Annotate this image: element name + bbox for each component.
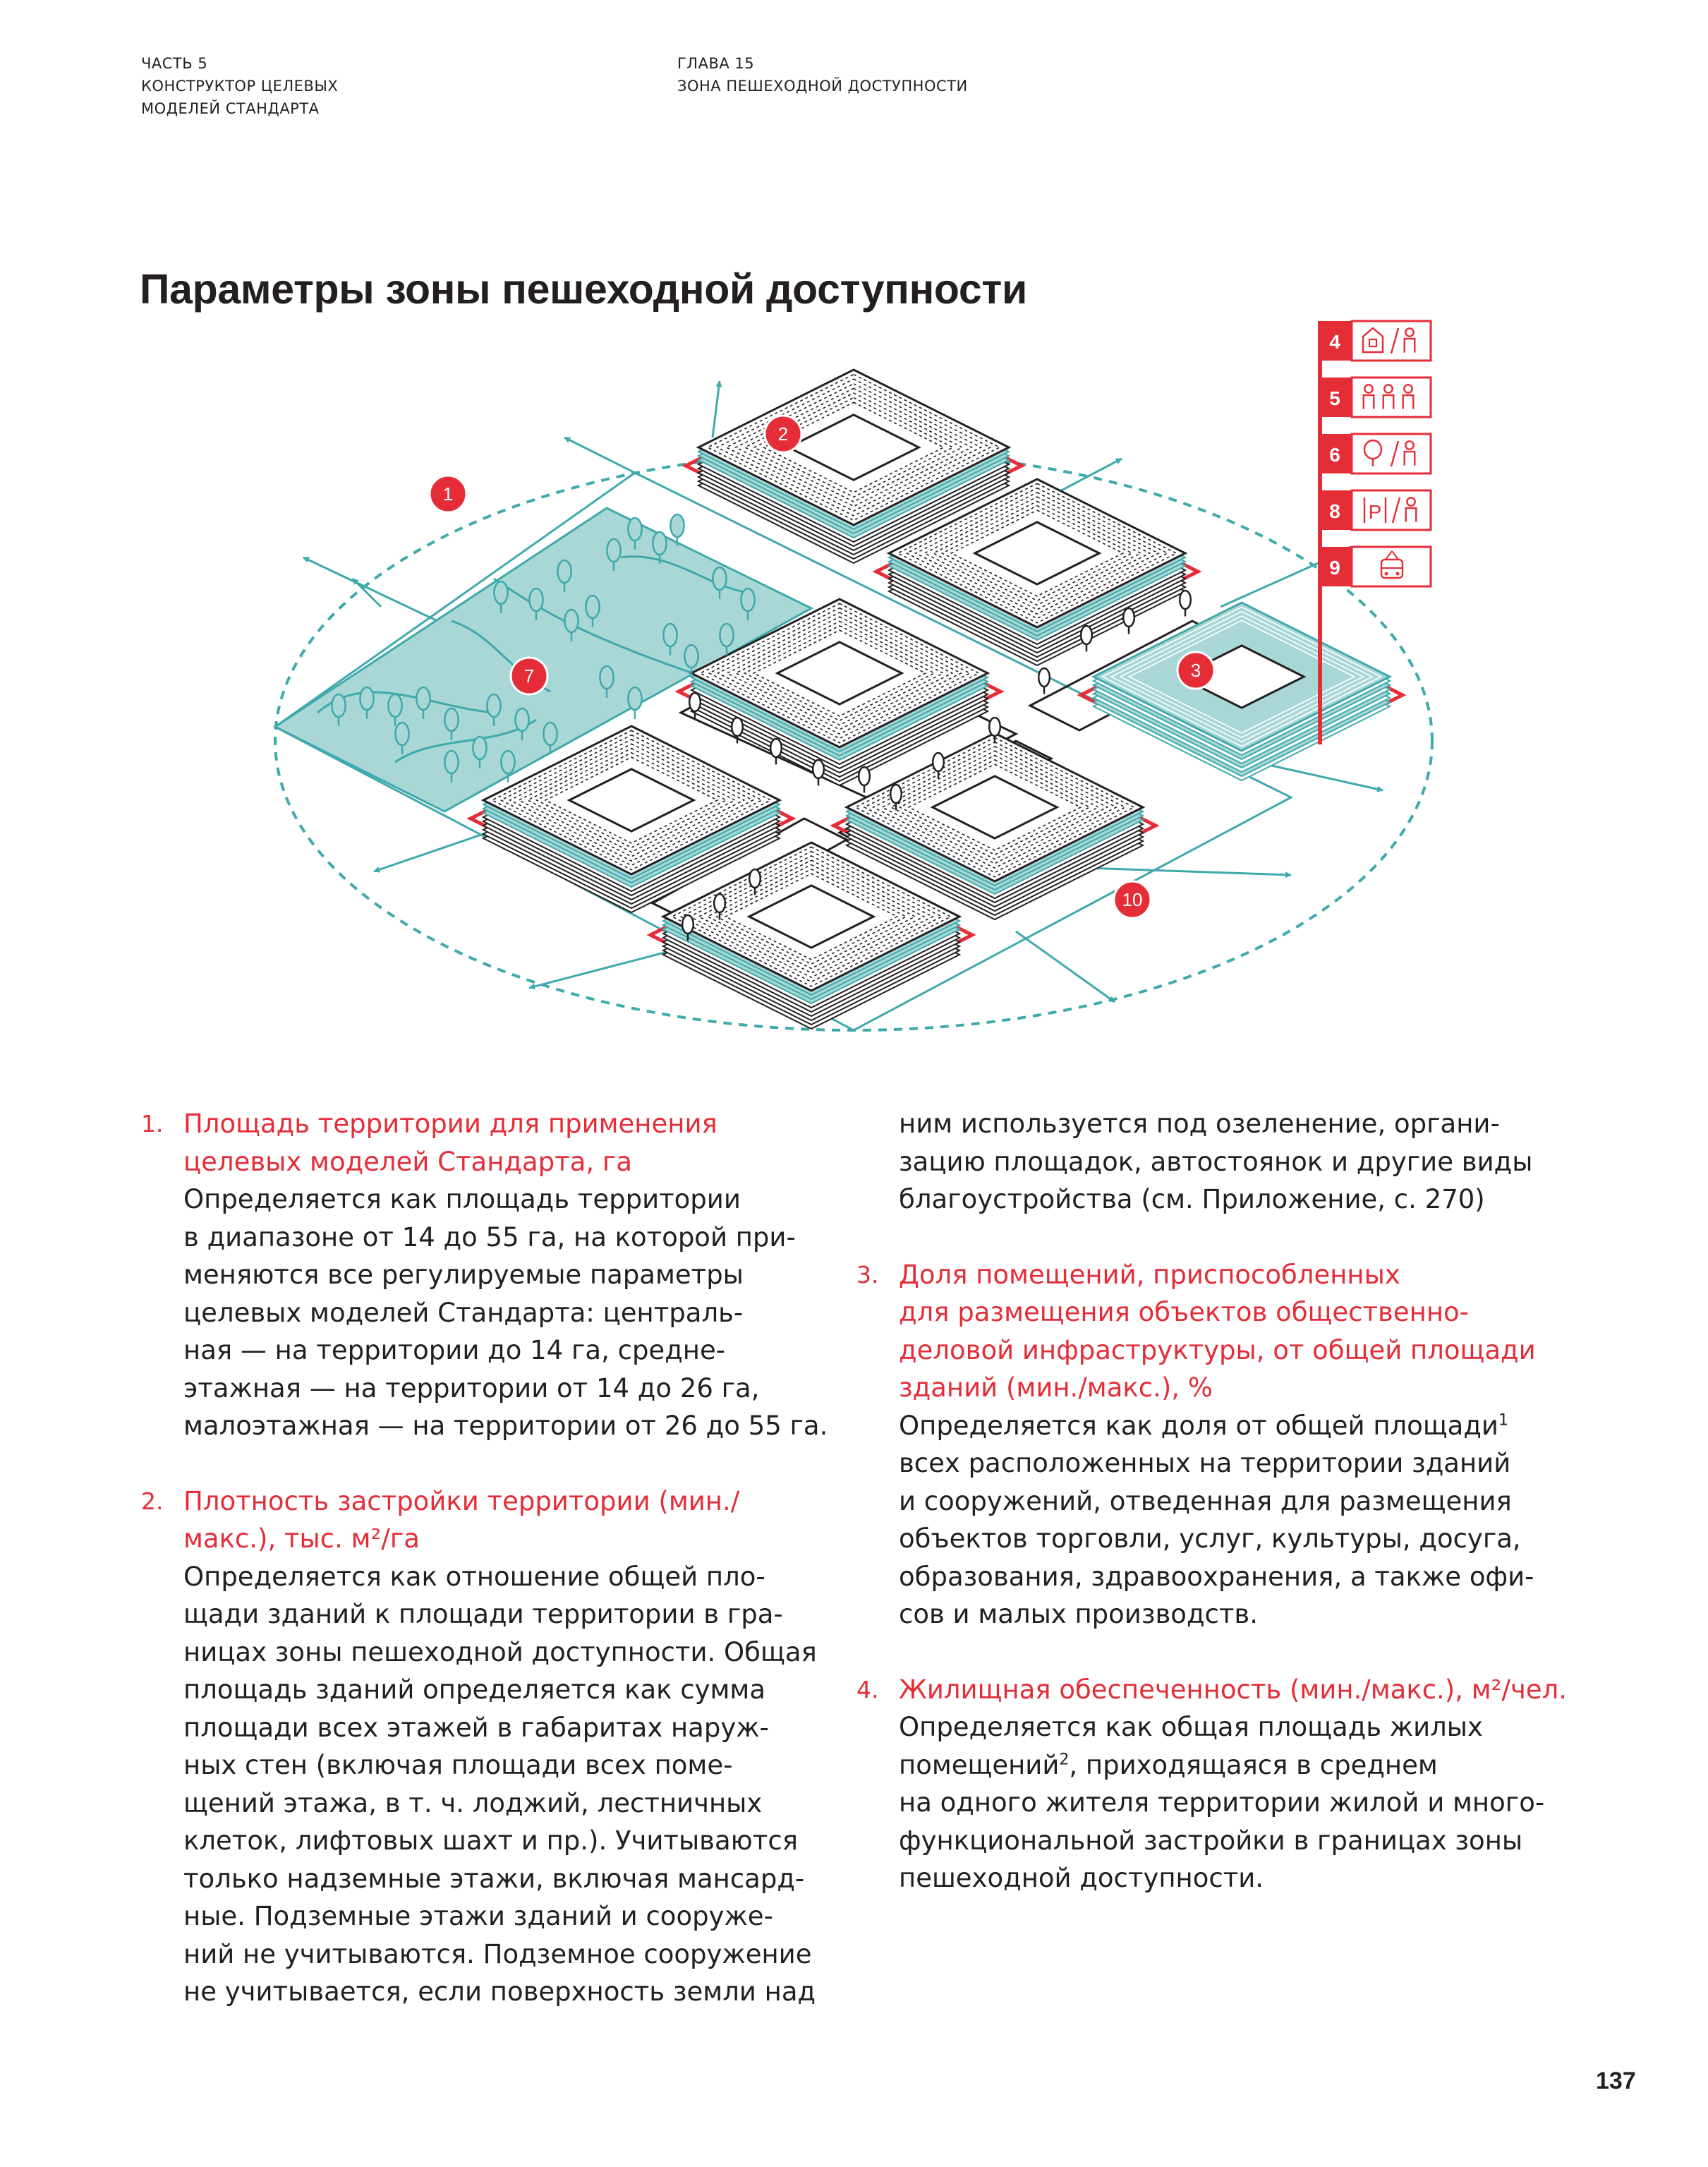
body-line: сов и малых производств. <box>899 1599 1258 1629</box>
zone-arrow <box>564 437 635 473</box>
marker-label: 10 <box>1122 889 1143 910</box>
legend-row-4 <box>1318 321 1431 361</box>
param-item-1 <box>141 1105 832 1445</box>
running-head-line: ГЛАВА 15 <box>677 55 755 72</box>
item-title <box>899 1671 1618 1709</box>
title-line: Доля помещений, приспособленных <box>899 1259 1400 1290</box>
body-line: меняются все регулируемые параметры <box>183 1260 744 1290</box>
marker-label: 1 <box>442 483 454 505</box>
title-line: Плотность застройки территории (мин./ <box>183 1485 740 1516</box>
tree-icon <box>628 687 641 719</box>
body-line: в диапазоне от 14 до 55 га, на которой при- <box>183 1221 796 1252</box>
tree-icon <box>1038 668 1050 694</box>
item-body <box>183 1181 832 1445</box>
title-line: деловой инфраструктуры, от общей площади <box>899 1334 1536 1365</box>
body-line: ная — на территории до 14 га, средне- <box>183 1335 726 1365</box>
body-line: Определяется как отношение общей пло- <box>183 1561 765 1592</box>
body-line: зацию площадок, автостоянок и другие виды <box>899 1146 1533 1177</box>
body-text: помещений <box>899 1749 1060 1780</box>
legend-number: 9 <box>1329 557 1340 579</box>
body-line: ницах зоны пешеходной доступности. Общая <box>183 1636 817 1667</box>
zone-arrow <box>1086 868 1291 875</box>
body-line: ных стен (включая площади всех поме- <box>183 1750 733 1780</box>
tree-icon <box>1081 626 1092 651</box>
body-line <box>899 1407 1618 1445</box>
zone-arrow <box>1016 931 1115 1002</box>
item-number: 4. <box>856 1675 879 1703</box>
footnote-ref[interactable]: 1 <box>1498 1411 1508 1430</box>
body-line: этажная — на территории от 14 до 26 га, <box>183 1372 760 1404</box>
body-line: на одного жителя территории жилой и много- <box>899 1787 1545 1818</box>
body-line: ним используется под озеленение, органи- <box>899 1109 1500 1139</box>
body-line: Определяется как площадь территории <box>183 1184 741 1214</box>
marker-10 <box>1114 881 1151 918</box>
body-line: функциональной застройки в границах зоны <box>899 1825 1523 1856</box>
body-line: целевых моделей Стандарта: централь- <box>183 1297 744 1328</box>
legend-row-8 <box>1318 490 1431 530</box>
item-body <box>899 1708 1618 1897</box>
body-line: благоустройства (см. Приложение, с. 270) <box>899 1184 1485 1214</box>
legend-row-5 <box>1318 378 1431 417</box>
body-line: клеток, лифтовых шахт и пр.). Учитываются <box>183 1825 798 1856</box>
body-line: Определяется как общая площадь жилых <box>899 1712 1483 1742</box>
tree-icon <box>1123 608 1134 634</box>
body-text: , приходящаяся в среднем <box>1069 1749 1438 1780</box>
title-line: зданий (мин./макс.), % <box>899 1372 1213 1403</box>
marker-label: 7 <box>523 665 535 687</box>
body-line: щений этажа, в т. ч. лоджий, лестничных <box>183 1787 763 1818</box>
body-line: щади зданий к площади территории в гра- <box>183 1599 783 1629</box>
running-head-line: ЧАСТЬ 5 <box>141 55 208 72</box>
item-number: 2. <box>141 1487 164 1515</box>
body-line: не учитывается, если поверхность земли над <box>183 1976 816 2007</box>
running-head-line: ЗОНА ПЕШЕХОДНОЙ ДОСТУПНОСТИ <box>677 78 968 95</box>
item-title <box>899 1256 1618 1407</box>
tree-icon <box>859 767 870 792</box>
body-line: ные. Подземные этажи зданий и сооруже- <box>183 1901 773 1931</box>
body-line: площадь зданий определяется как сумма <box>183 1674 766 1705</box>
body-line: ний не учитываются. Подземное сооружение <box>183 1938 812 1969</box>
marker-2 <box>765 416 801 452</box>
legend-number: 8 <box>1329 500 1340 522</box>
marker-1 <box>430 476 466 512</box>
tree-icon <box>770 739 782 764</box>
item-body <box>183 1558 832 2011</box>
param-item-2-continuation <box>899 1105 1618 1219</box>
text-column-left <box>141 1105 832 2048</box>
param-item-4 <box>856 1671 1618 1897</box>
body-text: Определяется как доля от общей площади <box>899 1410 1498 1441</box>
zone-arrow <box>303 557 437 621</box>
marker-7 <box>511 658 547 694</box>
title-line: для размещения объектов общественно- <box>899 1297 1470 1327</box>
body-line: площади всех этажей в габаритах наруж- <box>183 1712 769 1743</box>
legend-row-9 <box>1318 547 1431 586</box>
footnote-ref[interactable]: 2 <box>1059 1751 1070 1769</box>
zone-arrow <box>713 381 720 437</box>
marker-label: 2 <box>777 423 789 445</box>
page-number: 137 <box>1596 2068 1636 2094</box>
tree-icon <box>1180 591 1191 616</box>
running-head-line: МОДЕЛЕЙ СТАНДАРТА <box>141 100 320 117</box>
legend-number: 5 <box>1329 387 1340 409</box>
body-line: пешеходной доступности. <box>899 1863 1264 1893</box>
zone-arrow <box>1256 762 1383 790</box>
tree-icon <box>813 760 824 785</box>
body-line: объектов торговли, услуг, культуры, досуга, <box>899 1523 1521 1554</box>
body-line: только надземные этажи, включая мансард- <box>183 1863 805 1894</box>
param-item-2 <box>141 1483 832 2011</box>
item-title <box>183 1483 832 1558</box>
marker-3 <box>1177 652 1214 689</box>
param-item-3 <box>856 1256 1618 1634</box>
body-line: малоэтажная — на территории от 26 до 55 га. <box>183 1411 828 1441</box>
body-line: всех расположенных на территории зданий <box>899 1448 1511 1478</box>
body-line: образования, здравоохранения, а также офи- <box>899 1561 1534 1592</box>
body-line <box>899 1746 1618 1785</box>
item-body <box>899 1407 1618 1634</box>
marker-label: 3 <box>1190 660 1201 681</box>
legend-icon-cell <box>1352 434 1431 473</box>
legend-number: 4 <box>1329 331 1340 353</box>
item-number: 3. <box>856 1260 879 1288</box>
svg-text:P: P <box>1368 501 1382 523</box>
title-line: Жилищная обеспеченность (мин./макс.), м²/чел. <box>899 1674 1568 1705</box>
legend-row-6 <box>1318 434 1431 473</box>
text-column-right <box>856 1105 1618 1935</box>
title-line: целевых моделей Стандарта, га <box>183 1146 633 1177</box>
page-title: Параметры зоны пешеходной доступности <box>140 266 1027 313</box>
title-line: Площадь территории для применения <box>183 1109 717 1139</box>
title-line: макс.), тыс. м²/га <box>183 1523 420 1554</box>
running-head-line: КОНСТРУКТОР ЦЕЛЕВЫХ <box>141 78 339 95</box>
body-line: и сооружений, отведенная для размещения <box>899 1485 1512 1516</box>
item-number: 1. <box>141 1110 164 1137</box>
item-title <box>183 1105 832 1181</box>
legend-number: 6 <box>1329 444 1340 466</box>
